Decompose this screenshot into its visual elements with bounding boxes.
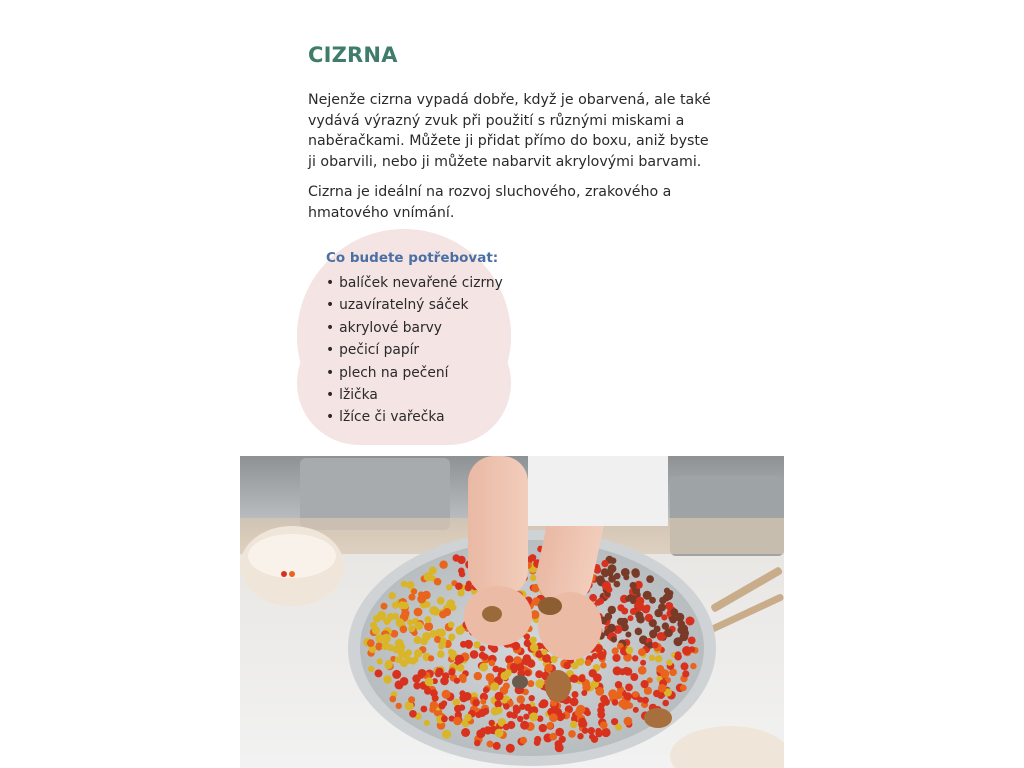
chickpea bbox=[540, 702, 547, 709]
chickpea bbox=[465, 584, 472, 591]
chickpea bbox=[493, 742, 501, 750]
child-shirt bbox=[528, 456, 668, 526]
page-title: CIZRNA bbox=[308, 43, 398, 67]
chickpea bbox=[568, 730, 576, 738]
chickpea bbox=[429, 630, 437, 638]
chickpea bbox=[413, 682, 420, 689]
chickpea bbox=[448, 633, 455, 640]
chickpea bbox=[664, 628, 673, 637]
chickpea bbox=[448, 622, 454, 628]
chickpea bbox=[570, 698, 579, 707]
chickpea bbox=[434, 578, 442, 586]
chickpea bbox=[368, 666, 374, 672]
chickpea bbox=[585, 710, 591, 716]
chickpea bbox=[414, 636, 422, 644]
chickpea bbox=[681, 629, 689, 637]
chickpea bbox=[487, 741, 494, 748]
chickpea bbox=[597, 652, 604, 659]
chickpea bbox=[597, 707, 605, 715]
chickpea bbox=[655, 655, 662, 662]
chickpea bbox=[611, 636, 617, 642]
chickpea bbox=[489, 660, 496, 667]
chickpea bbox=[539, 724, 547, 732]
chickpea bbox=[484, 726, 492, 734]
chickpea bbox=[396, 703, 402, 709]
chickpea bbox=[618, 700, 626, 708]
chickpea bbox=[506, 744, 515, 753]
chickpea bbox=[442, 690, 451, 699]
chickpea bbox=[595, 687, 604, 696]
chickpea bbox=[649, 630, 657, 638]
acorn bbox=[545, 670, 571, 702]
chickpea bbox=[595, 728, 602, 735]
chickpea bbox=[381, 603, 388, 610]
materials-box bbox=[326, 248, 526, 429]
chickpea bbox=[682, 646, 691, 655]
chickpea bbox=[495, 692, 504, 701]
chickpea bbox=[392, 602, 399, 609]
chickpea bbox=[688, 637, 696, 645]
chickpea bbox=[398, 650, 406, 658]
chickpea bbox=[449, 650, 457, 658]
chickpea bbox=[635, 628, 643, 636]
chickpea bbox=[495, 707, 503, 715]
chickpea bbox=[656, 665, 664, 673]
chickpea bbox=[414, 649, 422, 657]
chickpea bbox=[555, 728, 564, 737]
chickpea bbox=[437, 650, 445, 658]
chickpea bbox=[541, 649, 547, 655]
chickpea bbox=[600, 662, 606, 668]
chickpea bbox=[663, 594, 670, 601]
chickpea bbox=[448, 669, 455, 676]
chickpea bbox=[633, 707, 639, 713]
list-item: • pečicí papír bbox=[326, 339, 526, 361]
chickpea bbox=[412, 674, 420, 682]
chickpea bbox=[503, 703, 510, 710]
chickpea bbox=[474, 740, 481, 747]
acorn bbox=[482, 606, 502, 622]
chickpea bbox=[627, 702, 634, 709]
chickpea bbox=[517, 695, 525, 703]
chickpea bbox=[400, 659, 408, 667]
chickpea bbox=[626, 647, 634, 655]
chickpea bbox=[480, 699, 486, 705]
materials-list bbox=[326, 272, 526, 429]
chickpea bbox=[588, 727, 595, 734]
chickpea bbox=[389, 592, 396, 599]
chickpea bbox=[417, 595, 426, 604]
chickpea bbox=[429, 606, 438, 615]
chickpea bbox=[440, 637, 446, 643]
chickpea bbox=[600, 721, 608, 729]
chickpea bbox=[486, 673, 495, 682]
chickpea bbox=[377, 658, 383, 664]
chickpea bbox=[461, 728, 470, 737]
chickpea bbox=[621, 608, 628, 615]
chickpea bbox=[682, 670, 689, 677]
chickpea bbox=[458, 568, 465, 575]
chickpea bbox=[624, 717, 633, 726]
chickpea bbox=[401, 581, 408, 588]
chickpea bbox=[581, 690, 587, 696]
acorn bbox=[644, 708, 672, 728]
chickpea bbox=[681, 662, 689, 670]
chickpea bbox=[440, 677, 449, 686]
chickpea bbox=[662, 700, 669, 707]
chickpea bbox=[375, 669, 383, 677]
intro-paragraph: Nejenže cizrna vypadá dobře, když je obarvená, ale také vydává výrazný zvuk při použití s různými miskami a naběračkami. Můžete ji přidat přímo do boxu, aniž byste ji obarvili, nebo ji můžete nabarvit akrylovými barvami. bbox=[308, 92, 711, 170]
chickpea bbox=[529, 712, 538, 721]
chickpea bbox=[608, 689, 617, 698]
chickpea bbox=[652, 642, 659, 649]
chickpea bbox=[376, 615, 383, 622]
chickpea bbox=[621, 568, 630, 577]
chickpea bbox=[454, 705, 462, 713]
chickpea bbox=[542, 654, 551, 663]
chickpea bbox=[438, 702, 445, 709]
document-page bbox=[240, 0, 784, 768]
child-arm-left bbox=[468, 456, 528, 596]
chickpea bbox=[479, 646, 485, 652]
chickpea bbox=[597, 598, 604, 605]
chickpea bbox=[589, 734, 595, 740]
chickpea bbox=[376, 642, 382, 648]
chickpea bbox=[578, 718, 586, 726]
chickpea bbox=[600, 695, 608, 703]
chickpea bbox=[457, 589, 464, 596]
chickpea bbox=[642, 697, 649, 704]
chickpea bbox=[479, 652, 486, 659]
chickpea bbox=[658, 692, 665, 699]
chickpea bbox=[632, 691, 639, 698]
list-item: • akrylové barvy bbox=[326, 317, 526, 339]
chickpea bbox=[630, 582, 637, 589]
chickpea bbox=[520, 737, 527, 744]
chickpea bbox=[627, 594, 633, 600]
chickpea bbox=[435, 668, 443, 676]
chickpea bbox=[401, 609, 409, 617]
chickpea bbox=[420, 670, 426, 676]
list-item: • plech na pečení bbox=[326, 362, 526, 384]
chickpea bbox=[624, 692, 632, 700]
chickpea bbox=[577, 733, 583, 739]
chickpea bbox=[457, 664, 465, 672]
chickpea bbox=[396, 682, 402, 688]
chickpea bbox=[608, 606, 616, 614]
chickpea bbox=[549, 713, 558, 722]
chickpea bbox=[473, 699, 480, 706]
chickpea bbox=[547, 722, 554, 729]
chickpea bbox=[523, 654, 531, 662]
chickpea bbox=[680, 685, 687, 692]
chickpea bbox=[441, 715, 448, 722]
chickpea bbox=[495, 729, 504, 738]
chickpea bbox=[420, 638, 428, 646]
chickpea bbox=[424, 572, 433, 581]
chickpea bbox=[437, 629, 446, 638]
chickpea bbox=[559, 736, 566, 743]
chickpea bbox=[643, 591, 652, 600]
chickpea bbox=[661, 614, 667, 620]
chickpea bbox=[585, 659, 592, 666]
chickpea bbox=[615, 724, 622, 731]
chickpea bbox=[424, 720, 430, 726]
chickpea bbox=[607, 624, 616, 633]
chickpea bbox=[501, 672, 510, 681]
chickpea bbox=[453, 554, 460, 561]
chickpea bbox=[632, 570, 640, 578]
chickpea bbox=[478, 709, 486, 717]
list-item: • balíček nevařené cizrny bbox=[326, 272, 526, 294]
chickpea bbox=[464, 714, 472, 722]
chickpea bbox=[664, 588, 670, 594]
chickpea bbox=[408, 696, 415, 703]
chickpea bbox=[686, 617, 695, 626]
chickpea bbox=[621, 618, 628, 625]
chickpea bbox=[424, 622, 433, 631]
chickpea bbox=[437, 597, 445, 605]
chickpea bbox=[530, 643, 538, 651]
chickpea bbox=[649, 620, 655, 626]
chickpea bbox=[612, 699, 619, 706]
chickpea bbox=[636, 602, 645, 611]
chickpea bbox=[658, 684, 667, 693]
chickpea bbox=[392, 613, 399, 620]
chickpea bbox=[640, 660, 646, 666]
chickpea bbox=[459, 694, 468, 703]
chickpea bbox=[392, 670, 401, 679]
chickpea bbox=[527, 680, 534, 687]
chickpea bbox=[409, 710, 417, 718]
chickpea bbox=[407, 619, 413, 625]
chickpea bbox=[442, 730, 451, 739]
chickpea bbox=[612, 647, 619, 654]
list-item: • uzavíratelný sáček bbox=[326, 294, 526, 316]
chickpea bbox=[375, 634, 384, 643]
chickpea bbox=[601, 728, 610, 737]
chickpea bbox=[614, 573, 621, 580]
acorn bbox=[538, 597, 562, 615]
chickpea bbox=[670, 608, 678, 616]
chickpea bbox=[483, 687, 489, 693]
chickpea bbox=[429, 706, 436, 713]
benefit-paragraph: Cizrna je ideální na rozvoj sluchového, zrakového a hmatového vnímání. bbox=[308, 184, 672, 221]
chickpea bbox=[428, 655, 434, 661]
chickpea bbox=[638, 666, 647, 675]
chickpea bbox=[613, 666, 622, 675]
chickpea bbox=[530, 575, 536, 581]
chickpea bbox=[446, 584, 452, 590]
chickpea bbox=[593, 673, 602, 682]
chickpea bbox=[530, 637, 537, 644]
chickpea bbox=[658, 603, 666, 611]
chickpea bbox=[439, 561, 447, 569]
chickpea bbox=[372, 626, 380, 634]
chickpea bbox=[414, 608, 423, 617]
chickpea bbox=[470, 650, 479, 659]
chickpea bbox=[455, 583, 463, 591]
chickpea bbox=[385, 660, 392, 667]
chickpea-tray-photo bbox=[240, 456, 784, 768]
chickpea bbox=[474, 672, 482, 680]
chickpea bbox=[625, 632, 631, 638]
chickpea bbox=[517, 716, 523, 722]
acorn-cap bbox=[512, 675, 528, 689]
chickpea bbox=[506, 711, 513, 718]
chickpea bbox=[578, 675, 585, 682]
chickpea bbox=[666, 659, 672, 665]
chickpea bbox=[601, 560, 608, 567]
chickpea bbox=[421, 706, 428, 713]
chickpea bbox=[592, 653, 598, 659]
chickpea bbox=[641, 680, 649, 688]
chickpea bbox=[464, 640, 473, 649]
chickpea bbox=[524, 704, 531, 711]
chickpea bbox=[424, 616, 431, 623]
chickpea bbox=[520, 721, 529, 730]
chickpea bbox=[646, 575, 654, 583]
chickpea bbox=[455, 626, 464, 635]
chickpea bbox=[409, 594, 416, 601]
chickpea bbox=[614, 581, 621, 588]
chickpea bbox=[503, 724, 510, 731]
chickpea bbox=[644, 605, 650, 611]
chickpea bbox=[401, 602, 408, 609]
chickpea bbox=[524, 670, 531, 677]
chickpea bbox=[615, 681, 622, 688]
chickpea bbox=[367, 639, 375, 647]
chickpea bbox=[425, 677, 434, 686]
chickpea bbox=[455, 655, 464, 664]
list-item: • lžička bbox=[326, 384, 526, 406]
chickpea bbox=[690, 663, 696, 669]
chickpea bbox=[570, 721, 577, 728]
chickpea bbox=[534, 739, 541, 746]
chickpea bbox=[395, 639, 404, 648]
chickpea bbox=[582, 727, 589, 734]
chickpea bbox=[430, 689, 438, 697]
chickpea bbox=[674, 637, 683, 646]
chickpea bbox=[411, 588, 417, 594]
chickpea bbox=[415, 622, 423, 630]
chickpea bbox=[649, 655, 655, 661]
chickpea bbox=[400, 626, 408, 634]
chickpea bbox=[408, 625, 415, 632]
chickpea bbox=[512, 642, 520, 650]
chickpea bbox=[675, 651, 681, 657]
chickpea bbox=[387, 644, 394, 651]
chickpea bbox=[572, 691, 579, 698]
chickpea bbox=[570, 675, 578, 683]
chickpea bbox=[454, 678, 460, 684]
chickpea bbox=[490, 682, 499, 691]
chickpea bbox=[628, 615, 634, 621]
chickpea bbox=[638, 648, 646, 656]
chickpea bbox=[635, 611, 643, 619]
chickpea bbox=[389, 696, 396, 703]
chickpea bbox=[630, 673, 638, 681]
chickpea bbox=[625, 684, 633, 692]
chickpea bbox=[559, 713, 565, 719]
materials-title: Co budete potřebovat: bbox=[326, 250, 499, 266]
chickpea bbox=[489, 720, 495, 726]
chickpea bbox=[383, 675, 391, 683]
chickpea bbox=[523, 714, 529, 720]
chickpea bbox=[606, 586, 612, 592]
chickpea bbox=[383, 618, 390, 625]
list-item: • lžíce či vařečka bbox=[326, 406, 526, 428]
chickpea bbox=[529, 695, 535, 701]
chickpea bbox=[596, 575, 605, 584]
chickpea bbox=[453, 717, 462, 726]
chickpea bbox=[576, 705, 585, 714]
chickpea bbox=[612, 654, 620, 662]
chickpea bbox=[439, 611, 447, 619]
chickpea bbox=[624, 667, 632, 675]
chickpea bbox=[545, 664, 553, 672]
chickpea bbox=[607, 570, 614, 577]
chickpea bbox=[632, 655, 638, 661]
chickpea bbox=[479, 663, 488, 672]
